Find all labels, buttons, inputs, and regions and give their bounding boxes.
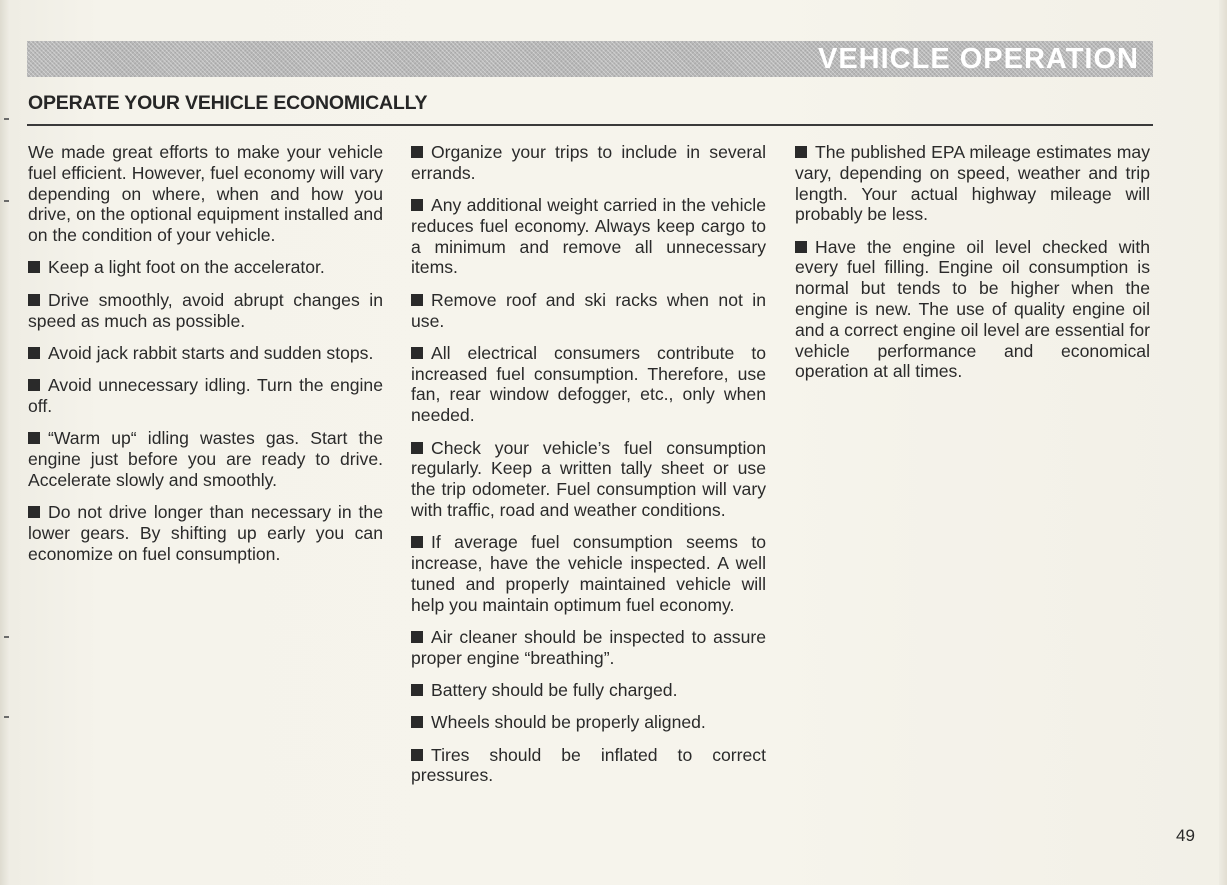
list-item-text: Remove roof and ski racks when not in use. <box>411 289 766 331</box>
list-item-text: Any additional weight carried in the vehicle reduces fuel economy. Always keep cargo to a minimum and remove all unnecessary items. <box>411 195 766 278</box>
section-divider <box>27 124 1153 126</box>
list-item-text: If average fuel consumption seems to increase, have the vehicle inspected. A well tuned and properly maintained vehicle will help you maintain optimum fuel economy. <box>411 532 766 615</box>
list-item <box>411 680 766 701</box>
list-item <box>411 745 766 787</box>
list-item <box>411 142 766 184</box>
square-bullet-icon <box>411 146 423 158</box>
square-bullet-icon <box>28 506 40 518</box>
margin-mark <box>4 636 9 638</box>
square-bullet-icon <box>411 347 423 359</box>
section-title: OPERATE YOUR VEHICLE ECONOMICALLY <box>28 92 428 114</box>
square-bullet-icon <box>411 684 423 696</box>
list-item <box>28 290 383 332</box>
square-bullet-icon <box>411 442 423 454</box>
list-item-text: Organize your trips to include in several errands. <box>411 142 766 183</box>
square-bullet-icon <box>411 294 423 306</box>
list-item-text: “Warm up“ idling wastes gas. Start the engine just before you are ready to drive. Accelerate slowly and smoothly. <box>28 428 383 490</box>
margin-mark <box>4 200 9 202</box>
list-item-text: Battery should be fully charged. <box>431 680 678 701</box>
page-number: 49 <box>1176 826 1195 845</box>
list-item <box>411 343 766 426</box>
square-bullet-icon <box>411 199 423 211</box>
chapter-title: VEHICLE OPERATION <box>818 43 1139 75</box>
list-item-text: Avoid unnecessary idling. Turn the engine off. <box>28 375 383 416</box>
list-item-text: Have the engine oil level checked with every fuel filling. Engine oil consumption is normal but tends to be higher when the engine is new. The use of quality engine oil and a correct engine oil level are essential for vehicle performance and economical operation at all times. <box>795 236 1150 382</box>
list-item <box>28 257 383 278</box>
column-2 <box>411 142 766 798</box>
intro-paragraph: We made great efforts to make your vehicle fuel efficient. However, fuel economy will vary depending on where, when and how you drive, on the optional equipment installed and on the condition of your vehicle. <box>28 142 383 246</box>
list-item-text: Wheels should be properly aligned. <box>431 712 706 733</box>
square-bullet-icon <box>411 536 423 548</box>
list-item <box>795 237 1150 383</box>
list-item-text: Keep a light foot on the accelerator. <box>48 257 325 278</box>
square-bullet-icon <box>411 716 423 728</box>
list-item-text: Air cleaner should be inspected to assure proper engine “breathing”. <box>411 626 766 668</box>
square-bullet-icon <box>795 146 807 158</box>
square-bullet-icon <box>28 347 40 359</box>
list-item-text: All electrical consumers contribute to increased fuel consumption. Therefore, use fan, rear window defogger, etc., only when needed. <box>411 342 766 426</box>
margin-mark <box>4 716 9 718</box>
list-item <box>411 627 766 669</box>
list-item <box>795 142 1150 225</box>
list-item <box>28 343 383 364</box>
list-item <box>28 375 383 417</box>
column-1 <box>28 142 383 576</box>
square-bullet-icon <box>411 749 423 761</box>
list-item <box>28 502 383 564</box>
square-bullet-icon <box>411 631 423 643</box>
column-3 <box>795 142 1150 394</box>
page-outer-edge <box>1219 0 1227 885</box>
list-item <box>411 195 766 278</box>
list-item-text: Tires should be inflated to correct pressures. <box>411 744 766 786</box>
list-item-text: The published EPA mileage estimates may vary, depending on speed, weather and trip length. Your actual highway mileage will probably be less. <box>795 142 1150 225</box>
square-bullet-icon <box>28 379 40 391</box>
list-item <box>411 438 766 521</box>
margin-mark <box>4 118 9 120</box>
page-binding-edge <box>0 0 10 885</box>
list-item-text: Check your vehicle’s fuel consumption regularly. Keep a written tally sheet or use the trip odometer. Fuel consumption will vary with traffic, road and weather conditions. <box>411 437 766 520</box>
square-bullet-icon <box>795 241 807 253</box>
list-item <box>28 428 383 490</box>
square-bullet-icon <box>28 261 40 273</box>
list-item <box>411 712 766 733</box>
square-bullet-icon <box>28 432 40 444</box>
chapter-header-band <box>27 41 1153 77</box>
list-item <box>411 532 766 615</box>
square-bullet-icon <box>28 294 40 306</box>
list-item-text: Do not drive longer than necessary in the lower gears. By shifting up early you can economize on fuel consumption. <box>28 502 383 564</box>
list-item-text: Avoid jack rabbit starts and sudden stops. <box>48 342 374 363</box>
list-item <box>411 290 766 332</box>
list-item-text: Drive smoothly, avoid abrupt changes in speed as much as possible. <box>28 289 383 331</box>
